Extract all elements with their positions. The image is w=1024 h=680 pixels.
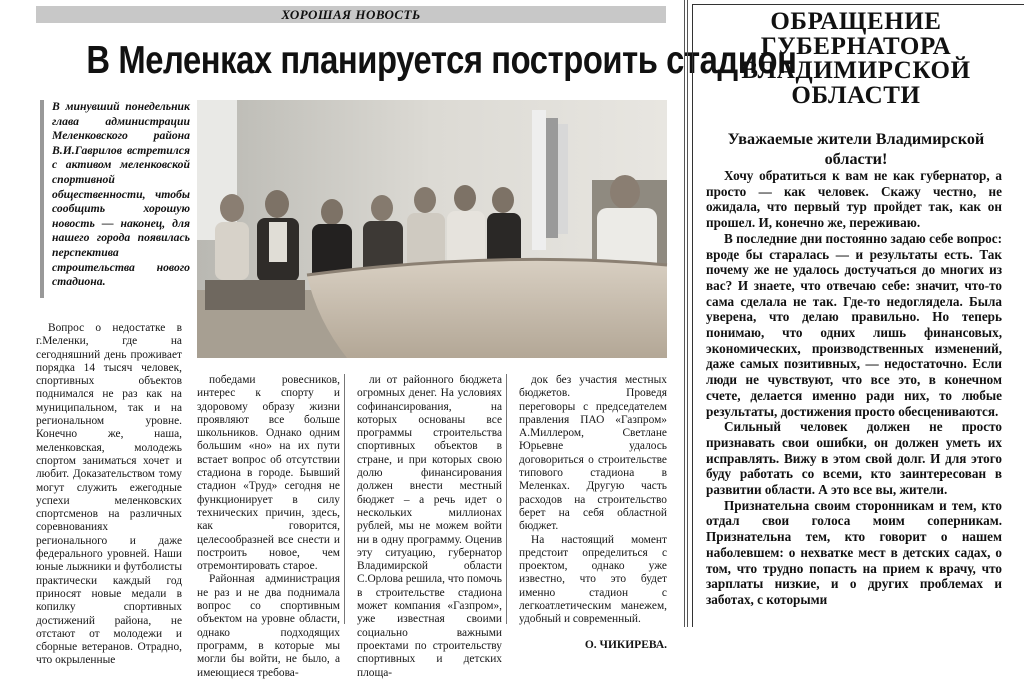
appeal-title: ОБРАЩЕНИЕ ГУБЕРНАТОРА ВЛАДИМИРСКОЙ ОБЛАСТИ [741,8,971,109]
column-2-text: победами ровесников, интерес к спорту и здоровому образу жизни проявляют все больше школьников. Однако одним большим «но» на их пути встает вопрос об отсутствии стадиона в городе. Бывший стадион «Труд» сегодня не функционирует в силу технических причин, здесь, как говорится, целесообразней все снести и построить новое, чем отремонтировать старое. [197,374,340,573]
article-column-3 [357,374,507,679]
appeal-paragraph-2: В последние дни постоянно задаю себе вопрос: вроде бы старалась — и результаты есть. Так почему же не удалось достучаться до многих из вас? И знаете, что отвечаю себе: значит, что-то сама сделала не так. Где-то недоглядела. Была уверена, что делаю правильно. Но теперь понимаю, что одних лишь финансовых, экономических, производственных изменений, даже самых позитивных, — недостаточно. Если люди не чувствуют, что все это, в конечном счете, делается именно ради них, то любые результаты, достижения просто обесцениваются. [706,230,1002,419]
appeal-body [706,168,1002,608]
article-column-2 [197,374,345,679]
section-kicker: ХОРОШАЯ НОВОСТЬ [36,6,666,23]
article-column-4 [519,374,667,651]
column-4-text-b: На настоящий момент предстоит определиться с проектом, однако уже известно, что это будет именно стадион с легкоатлетическим манежем, удобный и современный. [519,533,667,626]
column-4-text: док без участия местных бюджетов. Проведя переговоры с председателем правления ПАО «Газпром» А.Миллером, Светлане Юрьевне удалось договориться о строительстве типового стадиона в Меленках. Другую часть расходов на строительство берет на себя областной бюджет. [519,374,667,533]
meeting-photo [197,100,667,358]
column-1-text: Вопрос о недостатке в г.Меленки, где на сегодняшний день проживает порядка 14 тысяч человек, спортивных объектов поднимался не раз как на муниципальном, так и на региональном уровне. Конечно же, наша, меленковская, молодежь спортом заниматься хочет и любит. Доказательством тому могут служить ежегодные успехи меленковских спортсменов на различных соревнованиях регионального и даже федерального уровней. Наши юные лыжники и футболисты практически каждый год приносят новые медали в копилку спортивных достижений района, не отстают от молодежи и сборные ветеранов. Отрадно, что окрыленные [36,322,182,667]
meeting-photo-image [197,100,667,358]
column-3-text: ли от районного бюджета огромных денег. На условиях софинансирования, на которых основаны все программы строительства спортивных объектов в стране, и при которых свою долю финансирования должен внести местный бюджет – а речь идет о нескольких миллионах рублей, мы не можем войти ни в одну программу. Оценив эту ситуацию, губернатор Владимирской области С.Орлова решила, что помочь в строительстве стадиона может компания «Газпром», уже известная своими социально важными проектами по строительству спортивных и детских площа- [357,374,502,679]
article-column-1 [36,322,182,667]
column-2-text-b: Районная администрация не раз и не два поднимала вопрос со спортивным объектом на уровне области, однако подходящих программ, в которые мы могли бы войти, не было, а имеющиеся требова- [197,573,340,679]
appeal-paragraph-3: Сильный человек должен не просто признавать свои ошибки, он должен уметь их исправлять. Вижу в этом свой долг. И для этого буду работать со всеми, кто заинтересован в развитии области. А это все вы, жители. [706,419,1002,498]
article-headline: В Меленках планируется построить стадион [86,39,797,82]
article-author: О. ЧИКИРЕВА. [584,638,667,651]
appeal-paragraph-4: Признательна своим сторонникам и тем, кто отдал свои голоса моим соперникам. Признательна тем, кто говорит о нашем наболевшем: о нехватке мест в детских садах, о том, что трудно попасть на прием к врачу, что зарплаты низкие, и о других проблемах и заботах, с которыми [706,497,1002,607]
article-lead [40,100,190,298]
lead-text: В минувший понедельник глава администрации Меленковского района В.И.Гаврилов встретился с активом меленковской спортивной общественности, чтобы сообщить хорошую новость — наконец, для нашего города появилась перспектива строительства нового стадиона. [52,100,190,289]
appeal-paragraph-1: Хочу обратиться к вам не как губернатор, а просто — как человек. Скажу честно, не ожидала, что первый тур пройдет так, как он прошел. И, конечно же, переживаю. [706,168,1002,231]
appeal-greeting: Уважаемые жители Владимирской области! [727,130,985,168]
